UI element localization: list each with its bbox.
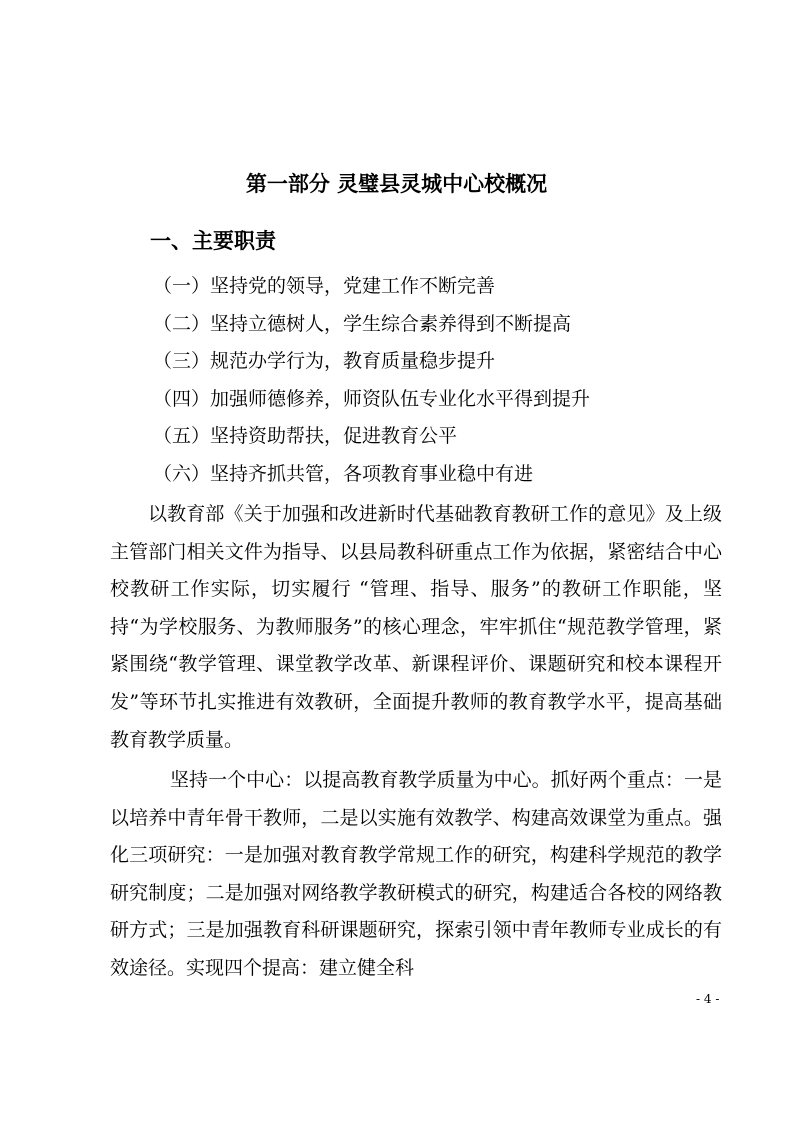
part-title: 第一部分 灵璧县灵城中心校概况 — [245, 172, 548, 196]
duty-item: （二）坚持立德树人，学生综合素养得到不断提高 — [153, 312, 572, 335]
duty-item: （六）坚持齐抓共管，各项教育事业稳中有进 — [153, 462, 534, 485]
page-number: - 4 - — [696, 992, 720, 1006]
duty-item: （三）规范办学行为，教育质量稳步提升 — [153, 350, 496, 373]
duty-item: （四）加强师德修养，师资队伍专业化水平得到提升 — [153, 387, 591, 410]
section-heading: 一、主要职责 — [150, 229, 276, 253]
duty-list — [153, 268, 753, 494]
body-paragraph: 以教育部《关于加强和改进新时代基础教育教研工作的意见》及上级主管部门相关文件为指导、以县局教科研重点工作为依据，紧密结合中心校教研工作实际，切实履行 “管理、指导、服务”的教研工作职能，坚持“为学校服务、为教师服务”的核心理念，牢牢抓住“规范教学管理，紧紧围绕“教学管理、课堂教学改革、新课程评价、课题研究和校本课程开发”等环节扎实推进有效教研，全面提升教师的教育教学水平，提高基础教育教学质量。 — [110, 503, 722, 751]
body-paragraph: 坚持一个中心：以提高教育教学质量为中心。抓好两个重点：一是以培养中青年骨干教师，二是以实施有效教学、构建高效课堂为重点。强化三项研究：一是加强对教育教学常规工作的研究，构建科学规范的教学研究制度；二是加强对网络教学教研模式的研究，构建适合各校的网络教研方式；三是加强教育科研课题研究，探索引领中青年教师专业成长的有效途径。实现四个提高：建立健全科 — [110, 769, 722, 979]
duty-item: （五）坚持资助帮扶，促进教育公平 — [153, 425, 458, 448]
duty-item: （一）坚持党的领导，党建工作不断完善 — [153, 275, 496, 297]
